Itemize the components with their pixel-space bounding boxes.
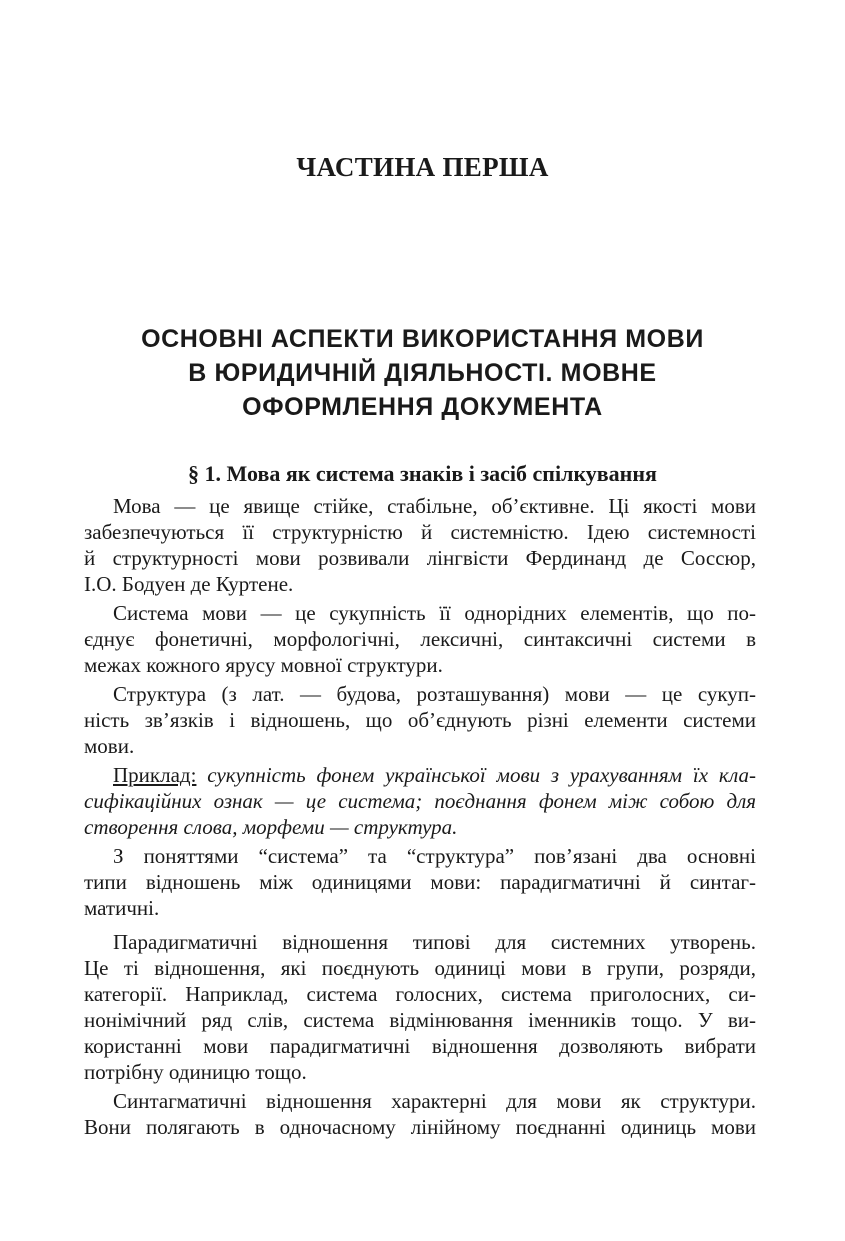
text-line: єднує фонетичні, морфологічні, лексичні, синтаксичні системи в	[84, 627, 756, 651]
section-title: § 1. Мова як система знаків і засіб спілкування	[188, 461, 657, 486]
text-line: створення слова, морфеми — структура.	[84, 815, 458, 839]
chapter-title	[0, 322, 845, 424]
text-line: Вони полягають в одночасному лінійному поєднанні одиниць мови	[84, 1115, 756, 1139]
paragraph	[84, 929, 756, 1085]
text-line: категорії. Наприклад, система голосних, система приголосних, си-	[84, 982, 756, 1006]
example-label: Приклад:	[113, 763, 197, 787]
text-line: І.О. Бодуен де Куртене.	[84, 572, 294, 596]
paragraph	[84, 681, 756, 759]
text-line: З поняттями “система” та “структура” пов’язані два основні	[113, 844, 756, 868]
text-line: забезпечуються її структурністю й системністю. Ідею системності	[84, 520, 756, 544]
text-line: нонімічний ряд слів, система відмінювання іменників тощо. У ви-	[84, 1008, 756, 1032]
text-line: матичні.	[84, 896, 160, 920]
example-paragraph	[84, 762, 756, 840]
part-title: ЧАСТИНА ПЕРША	[296, 152, 549, 182]
text-line: потрібну одиницю тощо.	[84, 1060, 307, 1084]
text-line: межах кожного ярусу мовної структури.	[84, 653, 443, 677]
text-line: користанні мови парадигматичні відношення дозволяють вибрати	[84, 1034, 756, 1058]
chapter-title-line: ОСНОВНІ АСПЕКТИ ВИКОРИСТАННЯ МОВИ	[141, 325, 704, 353]
text-line: Парадигматичні відношення типові для системних утворень.	[113, 930, 756, 954]
example-text: сукупність фонем української мови з урахуванням їх кла-	[207, 763, 756, 787]
chapter-title-line: В ЮРИДИЧНІЙ ДІЯЛЬНОСТІ. МОВНЕ	[188, 359, 657, 387]
text-line: Система мови — це сукупність її однорідних елементів, що по-	[113, 601, 756, 625]
body-text	[84, 493, 756, 1140]
paragraph	[84, 600, 756, 678]
paragraph	[84, 493, 756, 597]
text-line: сифікаційних ознак — це система; поєднання фонем між собою для	[84, 789, 756, 813]
text-line: типи відношень між одиницями мови: парадигматичні й синтаг-	[84, 870, 756, 894]
paragraph	[84, 843, 756, 921]
text-line: Структура (з лат. — будова, розташування) мови — це сукуп-	[113, 682, 756, 706]
text-line	[84, 762, 756, 788]
text-line: мови.	[84, 734, 135, 758]
text-line: Це ті відношення, які поєднують одиниці мови в групи, розряди,	[84, 956, 756, 980]
text-line: ність зв’язків і відношень, що об’єднують різні елементи системи	[84, 708, 756, 732]
text-line: й структурності мови розвивали лінгвісти Фердинанд де Соссюр,	[84, 546, 756, 570]
text-line: Мова — це явище стійке, стабільне, об’єктивне. Ці якості мови	[113, 494, 756, 518]
chapter-title-line: ОФОРМЛЕННЯ ДОКУМЕНТА	[242, 393, 603, 421]
paragraph	[84, 1088, 756, 1140]
text-line: Синтагматичні відношення характерні для мови як структури.	[113, 1089, 756, 1113]
